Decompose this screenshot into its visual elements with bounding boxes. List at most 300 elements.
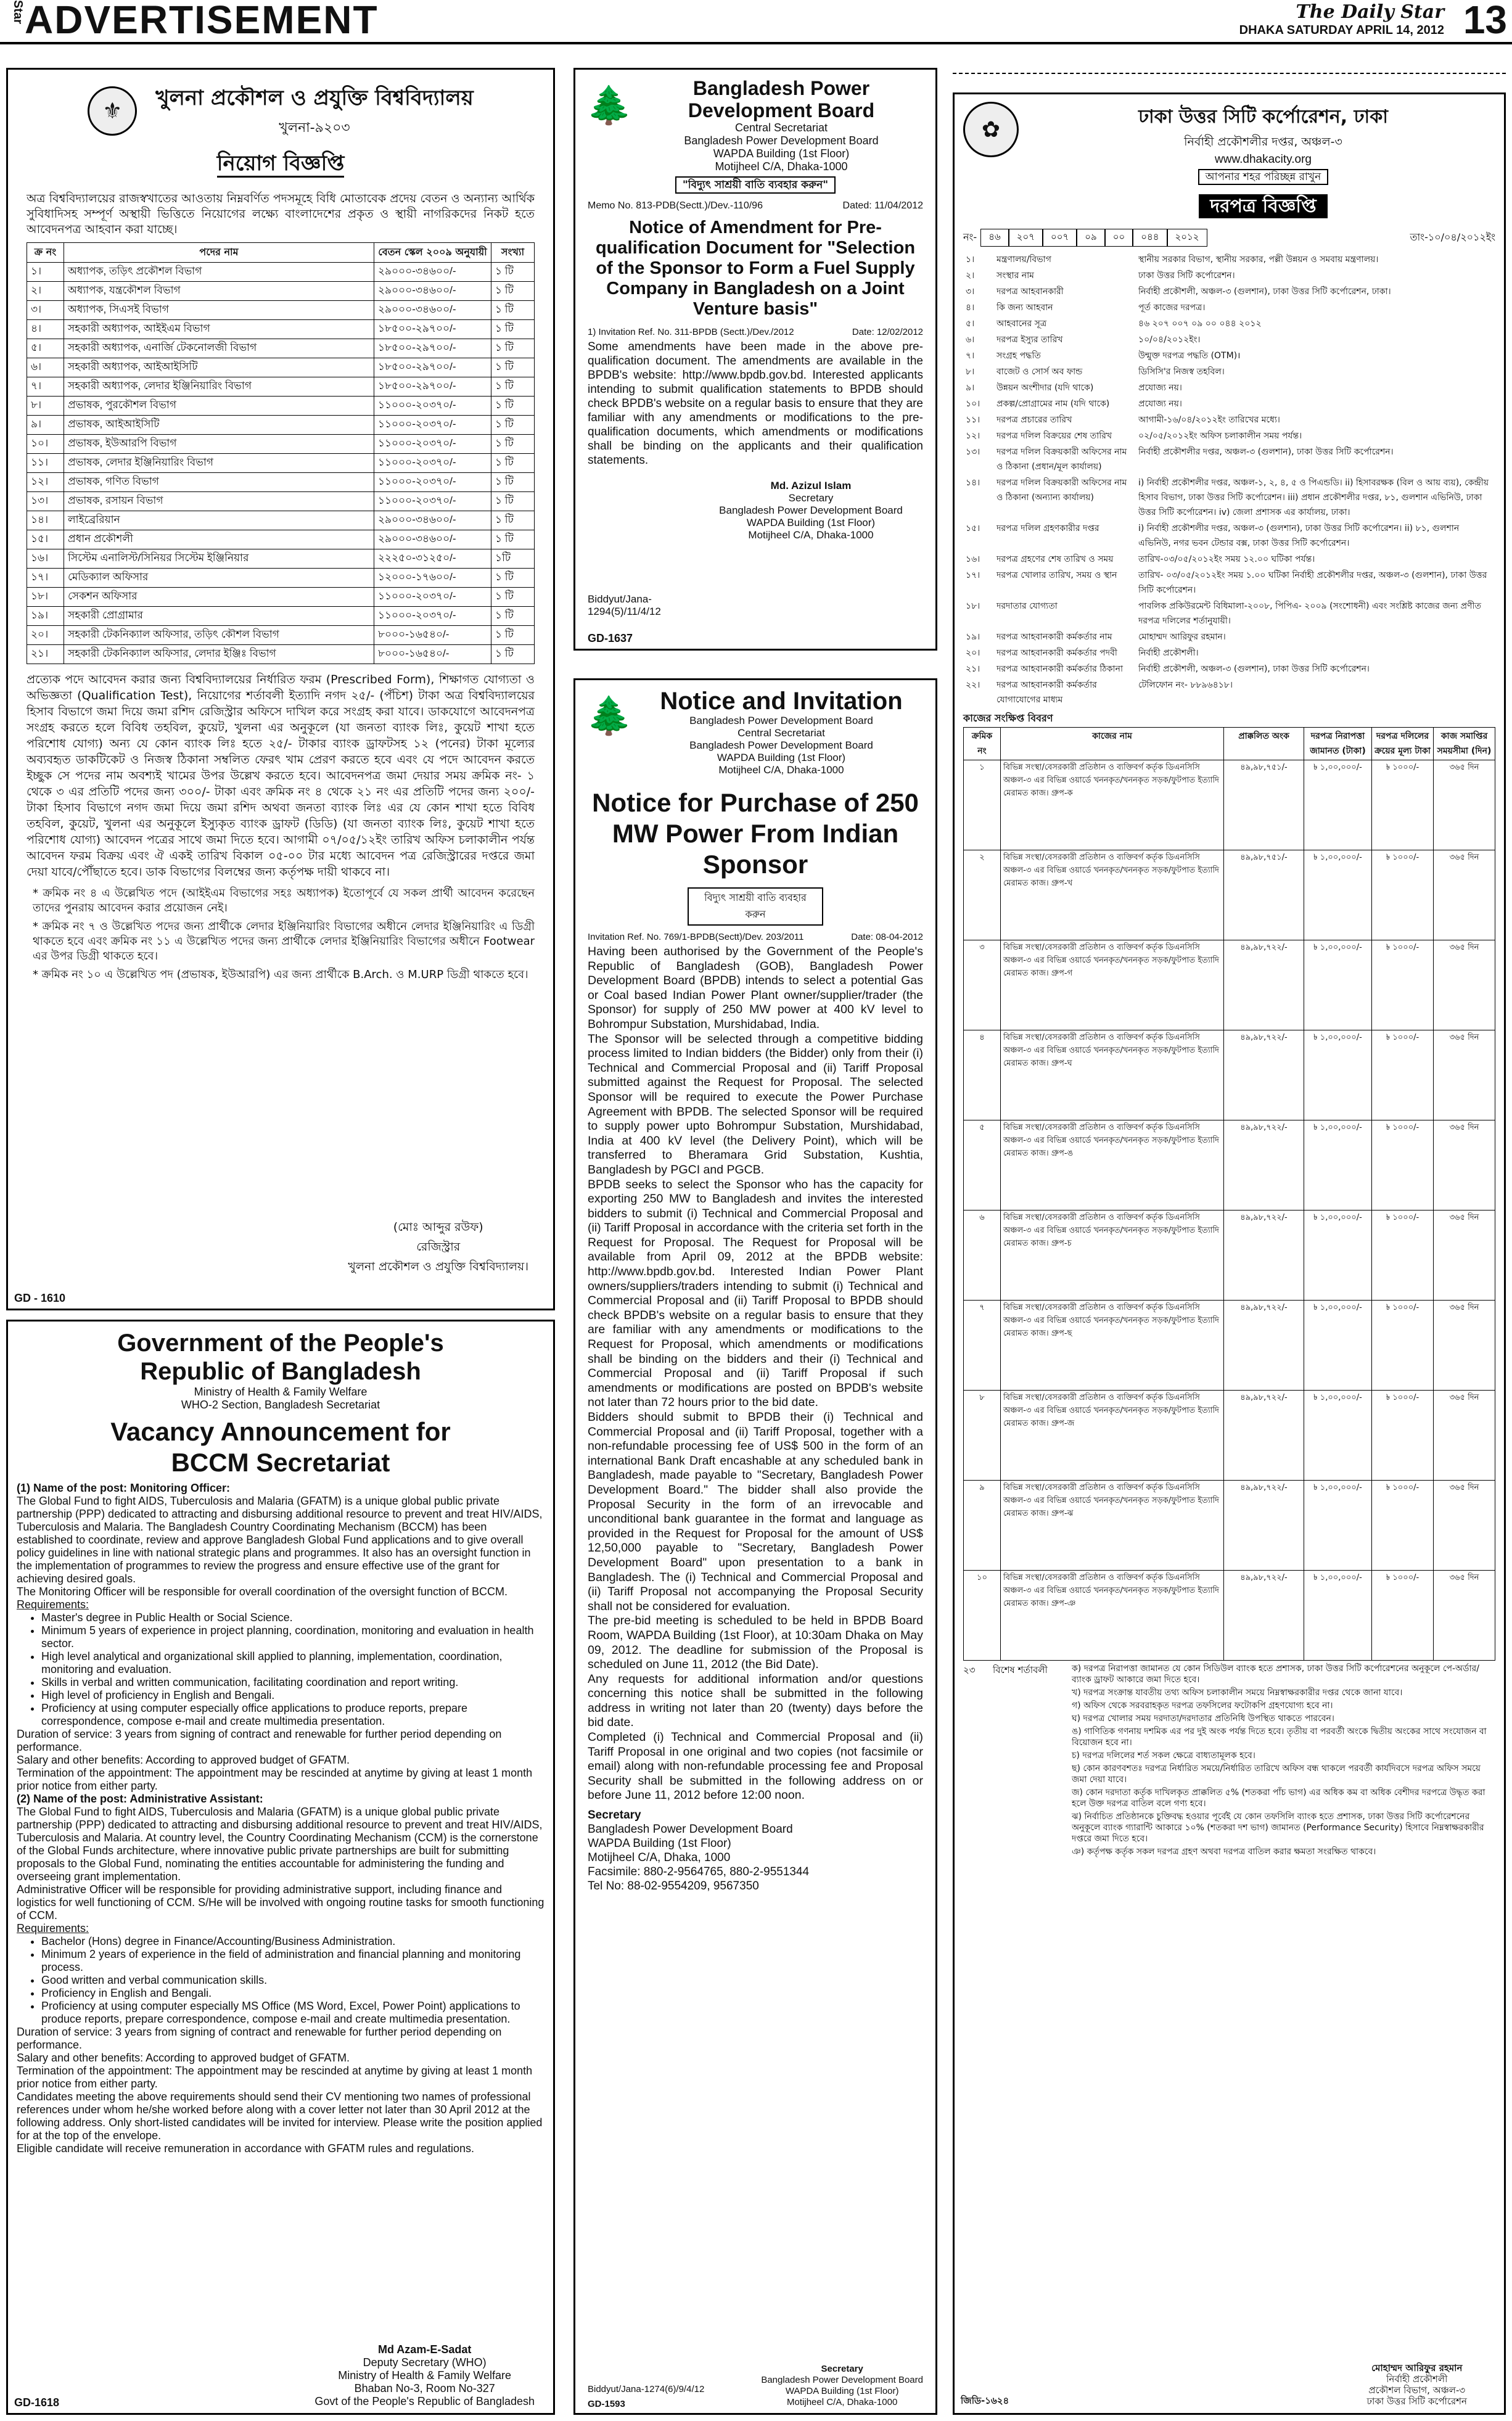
kuet-cell-count: ১ টি	[491, 377, 535, 397]
kuet-cell-count: ১ টি	[491, 358, 535, 377]
dncc-info-value: উন্মুক্ত দরপত্র পদ্ধতি (OTM)।	[1138, 351, 1241, 361]
dncc-info-label: আহবানের সূত্র	[996, 319, 1047, 329]
dncc-info-no: ১৯।	[966, 632, 980, 642]
bpdb1-title: Notice of Amendment for Pre-qualification Document for "Selection of the Sponsor to Form a Fuel Supply Company in Bangladesh on a Joint Venture basis"	[595, 218, 916, 319]
kuet-cell-serial: ১২।	[27, 473, 64, 492]
date-line: DHAKA SATURDAY APRIL 14, 2012	[1239, 23, 1444, 37]
dncc-col-duration: কাজ সমাপ্তির সময়সীমা (দিন)	[1434, 728, 1495, 760]
dncc-web: www.dhakacity.org	[1215, 153, 1312, 166]
bpdb2-addr5: Motijheel C/A, Dhaka-1000	[718, 764, 844, 776]
kuet-body: প্রত্যেক পদে আবেদন করার জন্য বিশ্ববিদ্যালয়ের নির্ধারিত ফরম (Prescribed Form), শিক্ষাগত যোগ্যতা ও অভিজ্ঞতা (Qualification Test), নিয়োগের শর্তাবলী ইত্যাদি নগদ ২৫/- (পঁচিশ) টাকা অত্র বিশ্ববিদ্যালয়ের হিসাব বিভাগে জমা দিয়ে জমা রশিদ রেজিস্ট্রার অফিসে দাখিল করে সংগ্রহ করা যাবে। ডাকযোগে আবেদনপত্র সংগ্রহ করতে হলে বিবিধ তহবিল, কুয়েট, খুলনা এর অনুকূলে (যা জনতা ব্যাংক লিঃ, কুয়েট শাখা হতে পরিশোধ যোগ্য) অন্য যে কোন ব্যাংক লিঃ হতে ২৫/- টাকার ব্যাংক ড্রাফটসহ ১২ (পনের) টাকা মূল্যের অব্যবহৃত ডাকটিকেট ও নিজস্ব ঠিকানা সম্বলিত ফেরৎ খাম প্রেরণ করতে হবে এবং যে পদে আবেদন করতে ইচ্ছুক সে পদের নাম অবশ্যই খামের উপর উল্লেখ করতে হবে। আবেদনপত্র জমা দেয়ার সময় ক্রমিক নং- ১ থেকে ৩ এর প্রতিটি পদের জন্য ৩০০/- টাকা এবং ক্রমিক নং ৪ থেকে ২১ নং এর প্রতিটি পদের জন্য ২০০/- টাকা হিসাব বিভাগে নগদ জমা দিয়ে জমা রশিদ অথবা জনতা ব্যাংক লিঃ এর যে কোন শাখা হতে বিবিধ তহবিল, কুয়েট, খুলনা এর অনুকূলে ইস্যুকৃত ব্যাংক ড্রাফট (ডিডি) (যা জনতা ব্যাংক লিঃ, কুয়েট শাখা হতে পরিশোধ যোগ্য) আবেদন পত্রের সাথে জমা দিতে হবে। আগামী ০৭/০৫/১২ইং তারিখ অফিস চলাকালীন পর্যন্ত আবেদন ফরম বিক্রয় এবং ঐ একই তারিখ বিকাল ০৫-০০ টার মধ্যে আবেদন পত্র রেজিস্ট্রারের দপ্তরে জমা দেয়া যাবে/পৌঁছাতে হবে। ডাক বিভাগের বিলম্বের জন্য কর্তৃপক্ষ দায়ী থাকবে না।	[27, 673, 535, 879]
dncc-work-serial: ৯	[964, 1481, 1001, 1571]
kuet-cell-post: সহকারী অধ্যাপক, এনার্জি টেকনোলজী বিভাগ	[64, 339, 374, 358]
dncc-info-value: প্রযোজ্য নয়।	[1138, 383, 1182, 393]
dncc-memo-part: ৪৬	[980, 229, 1009, 247]
dncc-info-no: ৩।	[966, 287, 975, 297]
dncc-info-no: ১০।	[966, 399, 980, 409]
dncc-info-table	[963, 252, 1495, 708]
kuet-cell-serial: ৮।	[27, 397, 64, 416]
gov-post2-requirement: • Proficiency in English and Bengali.	[41, 1987, 544, 2000]
dncc-work-name: বিভিন্ন সংস্থা/বেসরকারী প্রতিষ্ঠান ও ব্যক্তিবর্গ কর্তৃক ডিএনসিসি অঞ্চল-৩ এর বিভিন্ন ওয়ার্ডে খননকৃত/খননকৃত সড়ক/ফুটপাত ইত্যাদি মেরামত কাজ। গ্রুপ-খ	[1001, 850, 1224, 940]
dncc-work-security: ৳ ১,০০,০০০/-	[1304, 760, 1372, 850]
dncc-info-value: নির্বাহী প্রকৌশলীর দপ্তর, অঞ্চল-৩ (গুলশান), ঢাকা উত্তর সিটি কর্পোরেশন।	[1138, 447, 1394, 457]
dncc-work-duration: ৩৬৫ দিন	[1434, 1120, 1495, 1210]
kuet-cell-post: সেকশন অফিসার	[64, 588, 374, 607]
dncc-info-value: স্থানীয় সরকার বিভাগ, স্থানীয় সরকার, পল্লী উন্নয়ন ও সমবায় মন্ত্রণালয়।	[1138, 255, 1379, 265]
bpdb1-addr4: Motijheel C/A, Dhaka-1000	[715, 160, 848, 173]
dncc-info-value: প্রযোজ্য নয়।	[1138, 399, 1182, 409]
dncc-info-value: ১০/০৪/২০১২ইং।	[1138, 335, 1201, 345]
gov-post1-requirement: • Minimum 5 years of experience in project planning, coordination, monitoring and evaluation in health sector.	[41, 1624, 544, 1650]
kuet-cell-post: প্রভাষক, লেদার ইঞ্জিনিয়ারিং বিভাগ	[64, 454, 374, 473]
dncc-work-serial: ৩	[964, 940, 1001, 1030]
dncc-work-price: ৳ ১০০০/-	[1372, 1030, 1434, 1120]
bpdb1-addr2: Bangladesh Power Development Board	[684, 134, 879, 147]
kuet-cell-scale: ৮০০০-১৬৫৪০/-	[374, 645, 491, 664]
dncc-work-security: ৳ ১,০০,০০০/-	[1304, 1120, 1372, 1210]
dncc-info-row	[963, 364, 1495, 380]
kuet-seal-icon: ⚜	[88, 86, 137, 136]
bpdb2-contact2: WAPDA Building (1st Floor)	[588, 1837, 731, 1851]
dncc-info-label: কি জন্য আহবান	[996, 303, 1053, 313]
gov-post2-requirement: • Proficiency at using computer especially MS Office (MS Word, Excel, Power Point) applications to produce reports, prepare correspondence, compose e-mail and create multimedia presentation.	[41, 2000, 544, 2026]
gov-signer: Md Azam-E-Sadat	[377, 2343, 472, 2356]
kuet-table-row	[27, 416, 535, 435]
bpdb2-addr4: WAPDA Building (1st Floor)	[717, 752, 846, 763]
dncc-memo-part: ০৪৪	[1133, 229, 1167, 247]
bpdb2-paragraph: BPDB seeks to select the Sponsor who has the capacity for exporting 250 MW to Bangladesh and invites the interested bidders to submit (i) Technical and Commercial Proposal and (ii) Tariff Proposal in accordance with the criteria set forth in the Request for Proposal. The Request for Proposal will be available from April 09, 2012 at the BPDB website: http://www.bpdb.gov.bd. Interested Indian Power Plant owners/suppliers/traders intending to submit (i) Technical and Commercial Proposal and (ii) Tariff Proposal to BPDB should check BPDB's website on a regular basis to ensure that they are familiar with any amendments or modifications to the Request for Proposal, which amendments or modifications shall be binding on the bidders and their (i) Technical and Commercial Proposal and (ii) Tariff Proposal if such amendments or modifications are posted on BPDB's website not later than 72 hours prior to the bid date.	[588, 1177, 923, 1410]
kuet-cell-post: সহকারী অধ্যাপক, লেদার ইঞ্জিনিয়ারিং বিভাগ	[64, 377, 374, 397]
dncc-top-rule	[953, 73, 1506, 74]
kuet-signer-org: খুলনা প্রকৌশল ও প্রযুক্তি বিশ্ববিদ্যালয়।	[348, 1260, 528, 1273]
gov-title: Government of the People's Republic of Bangladesh	[117, 1330, 444, 1385]
dncc-work-estimate: ৪৯,৯৮,৭২২/-	[1224, 1210, 1304, 1301]
dncc-info-row	[963, 332, 1495, 348]
bpdb2-contact3: Motijheel C/A, Dhaka, 1000	[588, 1851, 731, 1865]
kuet-cell-scale: ২৯০০০-৩৪৬০০/-	[374, 301, 491, 320]
dncc-work-duration: ৩৬৫ দিন	[1434, 1391, 1495, 1481]
dncc-info-label: দরপত্র আহবানকারী কর্মকর্তার নাম	[996, 632, 1112, 642]
dncc-special-term: ছ) কোন কারণবশতঃ দরপত্র নির্ধারিত সময়ে/নির্ধারিত তারিখে অফিস বন্ধ থাকলে পরবর্তী কার্যদিবসে দরপত্র অফিস সময়ে জমা দেয়া যাবে।	[1072, 1764, 1481, 1785]
dncc-info-value: ঢাকা উত্তর সিটি কর্পোরেশন।	[1138, 271, 1235, 281]
gov-post1-requirement: • High level of proficiency in English and Bengali.	[41, 1689, 544, 1702]
kuet-cell-count: ১ টি	[491, 397, 535, 416]
dncc-info-label: সংগ্রহ পদ্ধতি	[996, 351, 1041, 361]
header-rule	[0, 42, 1512, 44]
dncc-info-row	[963, 677, 1495, 708]
dncc-info-label: দরপত্র দলিল বিক্রয়কারী অফিসের নাম ও ঠিকানা (অন্যান্য কার্যালয়)	[996, 478, 1127, 503]
dncc-col-work: কাজের নাম	[1001, 728, 1224, 760]
kuet-signer: (মোঃ আব্দুর রউফ)	[393, 1220, 483, 1234]
dncc-signer-org: ঢাকা উত্তর সিটি কর্পোরেশন	[1366, 2396, 1467, 2407]
dncc-info-value: তারিখ- ০৩/০৫/২০১২ইং সময় ১.০০ ঘটিকা নির্বাহী প্রকৌশলীর দপ্তর, অঞ্চল-৩ (গুলশান), ঢাকা উত্তর সিটি কর্পোরেশন।	[1138, 570, 1487, 595]
kuet-table-row	[27, 626, 535, 645]
dncc-info-label: দরপত্র প্রচারের তারিখ	[996, 415, 1072, 425]
dncc-slogan: আপনার শহর পরিচ্ছন্ন রাখুন	[1198, 169, 1329, 185]
kuet-cell-serial: ২০।	[27, 626, 64, 645]
gov-post2-requirement: • Minimum 2 years of experience in the field of administration and financial planning and monitoring process.	[41, 1948, 544, 1974]
dncc-work-duration: ৩৬৫ দিন	[1434, 1571, 1495, 1661]
dncc-info-row	[963, 629, 1495, 645]
gov-section: WHO-2 Section, Bangladesh Secretariat	[181, 1399, 380, 1411]
kuet-table-row	[27, 282, 535, 301]
dncc-work-security: ৳ ১,০০,০০০/-	[1304, 1481, 1372, 1571]
kuet-cell-post: প্রভাষক, আইআইসিটি	[64, 416, 374, 435]
kuet-cell-count: ১ টি	[491, 607, 535, 626]
kuet-table-row	[27, 454, 535, 473]
dncc-info-label: দরপত্র দলিল গ্রহণকারীর দপ্তর	[996, 524, 1099, 533]
dncc-info-value: নির্বাহী প্রকৌশলী, অঞ্চল-৩ (গুলশান), ঢাকা উত্তর সিটি কর্পোরেশন, ঢাকা।	[1138, 287, 1391, 297]
bpdb1-code1: Biddyut/Jana-	[588, 593, 652, 605]
dncc-work-price: ৳ ১০০০/-	[1372, 1301, 1434, 1391]
dncc-info-value: ০২/০৫/২০১২ইং অফিস চলাকালীন সময় পর্যন্ত।	[1138, 431, 1302, 441]
dncc-work-duration: ৩৬৫ দিন	[1434, 850, 1495, 940]
kuet-table-row	[27, 549, 535, 569]
bpdb1-memo: Memo No. 813-PDB(Sectt.)/Dev.-110/96	[588, 200, 763, 211]
kuet-col-count: সংখ্যা	[491, 243, 535, 263]
dncc-works-table	[963, 727, 1495, 1661]
dncc-info-label: দরপত্র আহবানকারী কর্মকর্তার ঠিকানা	[996, 664, 1124, 674]
dncc-work-serial: ৪	[964, 1030, 1001, 1120]
dncc-info-label: দরপত্র আহবানকারী কর্মকর্তার পদবী	[996, 648, 1117, 658]
dncc-info-label: দরপত্র খোলার তারিখ, সময় ও স্থান	[996, 570, 1117, 580]
gov-signer-addr: Bhaban No-3, Room No-327	[354, 2382, 495, 2394]
dncc-info-no: ২১।	[966, 664, 980, 674]
dncc-info-label: দরপত্র গ্রহণের শেষ তারিখ ও সময়	[996, 554, 1114, 564]
bpdb1-gd-code: GD-1637	[588, 632, 633, 644]
gov-gd-code: GD-1618	[14, 2396, 60, 2409]
gov-post1-body: The Global Fund to fight AIDS, Tuberculosis and Malaria (GFATM) is a unique global public private partnership (PPP) dedicated to attracting and disbursing additional resource to prevent and treat HIV/AIDS, Tuberculosis and Malaria. The Bangladesh Country Coordinating Mechanism (BCCM) has been established to coordinate, review and approve Bangladesh Global Fund applications and to give overall policy guidelines in line with national strategic plans and programmes. It also has an oversight function in the implementation of programmes to review the progress and ensure effective use of the grant for achieving desired goals.	[17, 1495, 543, 1585]
dncc-info-value: টেলিফোন নং- ৮৮৯৬৪১৮।	[1138, 680, 1233, 690]
bpdb2-paragraph: Any requests for additional information and/or questions concerning this notice shall be submitted in the following address in writing not later than 20 (twenty) days before the bid date.	[588, 1672, 923, 1730]
kuet-cell-count: ১ টি	[491, 511, 535, 530]
gov-signer-gov: Govt of the People's Republic of Bangladesh	[314, 2395, 535, 2407]
kuet-cell-scale: ১১০০০-২০৩৭০/-	[374, 492, 491, 511]
dncc-info-label: দরদাতার যোগ্যতা	[996, 601, 1058, 611]
kuet-table-row	[27, 473, 535, 492]
dncc-signer: মোহাম্মদ আরিফুর রহমান	[1371, 2362, 1463, 2374]
dncc-seal-icon: ✿	[963, 102, 1019, 157]
gov-closing: Candidates meeting the above requirements should send their CV mentioning two names of professional references under whom he/she worked before along with a cover letter not later than 30 April 2012 at the following address. Only short-listed candidates will be invited for interview. Please write the position applied for at the top of the envelope.	[17, 2090, 543, 2142]
kuet-ad	[6, 68, 555, 1310]
dncc-work-serial: ১০	[964, 1571, 1001, 1661]
dncc-info-no: ৪।	[966, 303, 975, 313]
dncc-work-estimate: ৪৯,৯৮,৭২২/-	[1224, 940, 1304, 1030]
kuet-table-header	[27, 243, 535, 263]
bpdb-amendment-ad	[573, 68, 937, 651]
dncc-special-term: গ) অফিস থেকে সরবরাহকৃত দরপত্র তফসিলের ফটোকপি গ্রহণযোগ্য হবে না।	[1072, 1701, 1333, 1711]
dncc-info-no: ২০।	[966, 648, 980, 658]
dncc-work-row	[964, 940, 1495, 1030]
dncc-info-row	[963, 598, 1495, 629]
dncc-info-label: দরপত্র দলিল বিক্রয়কারী অফিসের নাম ও ঠিকানা (প্রধান/মূল কার্যালয়)	[996, 447, 1127, 472]
bpdb2-paragraph: The pre-bid meeting is scheduled to be held in BPDB Board Room, WAPDA Building (1st Floor), at 10:30am Dhaka on May 09, 2012. The deadline for submission of the Proposal is scheduled on June 11, 2012 (the Bid Date).	[588, 1614, 923, 1672]
kuet-cell-serial: ৩।	[27, 301, 64, 320]
dncc-info-no: ৮।	[966, 367, 975, 377]
dncc-work-serial: ৭	[964, 1301, 1001, 1391]
bpdb-invitation-ad	[573, 678, 937, 2415]
bpdb2-signer: Secretary	[821, 2364, 863, 2374]
dncc-info-row	[963, 444, 1495, 475]
dncc-work-security: ৳ ১,০০,০০০/-	[1304, 850, 1372, 940]
bpdb2-paragraph: Completed (i) Technical and Commercial Proposal and (ii) Tariff Proposal in one original and two copies (not facsimile or email) along with non-refundable processing fee and Proposal Security shall be submitted in the following address on or before June 11, 2012 before 12:00 noon.	[588, 1730, 923, 1802]
dncc-info-row	[963, 412, 1495, 428]
dncc-tender-ad	[953, 92, 1506, 2415]
dncc-work-duration: ৩৬৫ দিন	[1434, 1210, 1495, 1301]
dncc-work-security: ৳ ১,০০,০০০/-	[1304, 1301, 1372, 1391]
dncc-info-label: দরপত্র আহবানকারী	[996, 287, 1064, 297]
dncc-info-row	[963, 252, 1495, 268]
kuet-cell-serial: ১৫।	[27, 530, 64, 549]
kuet-cell-count: ১ টি	[491, 454, 535, 473]
gov-post2-salary: Salary and other benefits: According to approved budget of GFATM.	[17, 2052, 350, 2064]
dncc-info-value: নির্বাহী প্রকৌশলী, অঞ্চল-৩ (গুলশান), ঢাকা উত্তর সিটি কর্পোরেশন।	[1138, 664, 1370, 674]
dncc-info-row	[963, 348, 1495, 364]
dncc-special-no: ২৩	[963, 1664, 976, 1675]
kuet-cell-count: ১ টি	[491, 473, 535, 492]
dncc-memo-label: নং-	[963, 231, 977, 243]
dncc-info-value: তারিখ-০৩/০৫/২০১২ইং সময় ১২.০০ ঘটিকা পর্যন্ত।	[1138, 554, 1315, 564]
gov-headline: Vacancy Announcement for BCCM Secretariat	[110, 1417, 451, 1477]
dncc-work-duration: ৩৬৫ দিন	[1434, 1481, 1495, 1571]
kuet-cell-count: ১ টি	[491, 301, 535, 320]
dncc-special-term: খ) দরপত্র সংক্রান্ত যাবতীয় তথ্য অফিস চলাকালীন সময়ে নিম্নস্বাক্ষরকারীর দপ্তর থেকে জানা যাবে।	[1072, 1688, 1403, 1698]
section-title: ADVERTISEMENT	[25, 0, 379, 42]
dncc-info-label: উন্নয়ন অংশীদার (যদি থাকে)	[996, 383, 1094, 393]
kuet-cell-post: প্রভাষক, ইউআরপি বিভাগ	[64, 435, 374, 454]
dncc-info-label: মন্ত্রণালয়/বিভাগ	[996, 255, 1051, 265]
dncc-work-estimate: ৪৯,৯৮,৭৫১/-	[1224, 760, 1304, 850]
gov-eligible: Eligible candidate will receive remuneration in accordance with GFATM rules and regulations.	[17, 2142, 475, 2155]
dncc-memo-part: ০০৭	[1043, 229, 1077, 247]
kuet-cell-count: ১ টি	[491, 492, 535, 511]
bpdb2-signer-org: Bangladesh Power Development Board	[761, 2375, 923, 2385]
dncc-work-duration: ৩৬৫ দিন	[1434, 1301, 1495, 1391]
dncc-special-term: ঘ) দরপত্র খোলার সময় দরদাতা/দরদাতার প্রতিনিধি উপস্থিত থাকতে পারবেন।	[1072, 1714, 1334, 1724]
dncc-info-value: ডিসিসি'র নিজস্ব তহবিল।	[1138, 367, 1225, 377]
kuet-col-post: পদের নাম	[64, 243, 374, 263]
kuet-cell-count: ১ টি	[491, 645, 535, 664]
paper-name: The Daily Star	[1296, 1, 1444, 23]
gov-post2-req-label: Requirements:	[17, 1922, 89, 1934]
kuet-cell-post: অধ্যাপক, তড়িৎ প্রকৌশল বিভাগ	[64, 263, 374, 282]
gov-post1-requirement: • Skills in verbal and written communication, facilitating coordination and report writing.	[41, 1676, 544, 1689]
kuet-cell-scale: ১২০০০-১৭৬০০/-	[374, 569, 491, 588]
kuet-cell-scale: ২৯০০০-৩৪৬০০/-	[374, 530, 491, 549]
gov-post1-requirement: • Proficiency at using computer especially office applications to produce reports, prepare correspondence, compose e-mail and create multimedia presentation.	[41, 1702, 544, 1728]
dncc-work-duration: ৩৬৫ দিন	[1434, 1030, 1495, 1120]
dncc-work-serial: ৬	[964, 1210, 1001, 1301]
dncc-info-no: ৭।	[966, 351, 975, 361]
bpdb2-paragraph: Bidders should submit to BPDB their (i) Technical and Commercial Proposal and (ii) Tariff Proposal, together with a non-refundable processing fee of US$ 500 in the form of an international Bank Draft encashable at any scheduled bank in Bangladesh, made payable to "Secretary, Bangladesh Power Development Board." The bidder shall also provide the Proposal Security in the form of an irrevocable and unconditional bank guarantee in the format and language as provided in the Request for Proposal for the amount of US$ 12,50,000 payable to "Secretary, Bangladesh Power Development Board" upon presentation to a bank in Bangladesh. The (i) Technical and Commercial Proposal and (ii) Tariff Proposal not accompanying the Proposal Security shall not be considered for evaluation.	[588, 1410, 923, 1613]
dncc-info-no: ১১।	[966, 415, 980, 425]
bpdb2-slogan: বিদ্যুৎ সাশ্রয়ী বাতি ব্যবহার করুন	[688, 887, 823, 926]
dncc-work-estimate: ৪৯,৯৮,৭২২/-	[1224, 1571, 1304, 1661]
kuet-table-row	[27, 301, 535, 320]
dncc-info-no: ২।	[966, 271, 975, 281]
dncc-info-value: মোহাম্মদ আরিফুর রহমান।	[1138, 632, 1226, 642]
kuet-table-row	[27, 358, 535, 377]
dncc-work-estimate: ৪৯,৯৮,৭২২/-	[1224, 1030, 1304, 1120]
gov-post2-requirement: • Bachelor (Hons) degree in Finance/Accounting/Business Administration.	[41, 1935, 544, 1948]
kuet-cell-post: সহকারী টেকনিক্যাল অফিসার, লেদার ইঞ্জিঃ বিভাগ	[64, 645, 374, 664]
kuet-table-row	[27, 435, 535, 454]
kuet-cell-serial: ৫।	[27, 339, 64, 358]
kuet-gd-code: GD - 1610	[14, 1292, 66, 1304]
gov-post2-body: The Global Fund to fight AIDS, Tuberculosis and Malaria (GFATM) is a unique global public private partnership (PPP) dedicated to attracting and disbursing additional resource to prevent and treat HIV/AIDS, Tuberculosis and Malaria. At country level, the Country Coordinating Mechanism (CCM) is the cornerstone of the Global Funds architecture, where innovative public private partnerships are built for submitting proposals to the Global Fund, nominating the entities accountable for administering the funding and overseeing grant implementation.	[17, 1806, 543, 1883]
kuet-cell-post: প্রভাষক, রসায়ন বিভাগ	[64, 492, 374, 511]
kuet-cell-serial: ১৮।	[27, 588, 64, 607]
dncc-work-price: ৳ ১০০০/-	[1372, 940, 1434, 1030]
dncc-work-price: ৳ ১০০০/-	[1372, 850, 1434, 940]
gov-signer-title: Deputy Secretary (WHO)	[363, 2356, 487, 2369]
dncc-info-no: ১৫।	[966, 524, 980, 533]
dncc-work-estimate: ৪৯,৯৮,৭২২/-	[1224, 1120, 1304, 1210]
bpdb2-addr2: Central Secretariat	[738, 727, 825, 739]
dncc-info-row	[963, 380, 1495, 396]
gov-post1-role: The Monitoring Officer will be responsible for overall coordination of the oversight function of BCCM.	[17, 1585, 508, 1598]
dncc-memo-part: ২০১২	[1167, 229, 1207, 247]
bpdb2-paragraph: The Sponsor will be selected through a competitive bidding process limited to Indian bidders (the Bidder) only from their (i) Technical and Commercial Proposal and (ii) Tariff Proposal submitted against the Request for Proposal. The selected Sponsor will be required to execute the Power Purchase Agreement with BPDB. The selected Sponsor will be required to supply power upto Bohrompur Substation, Murshidabad, India at 400 kV level (the Delivery Point), which will be transferred to Bheramara Grid Substation, Kushtia, Bangladesh by PGCI and PGCB.	[588, 1032, 923, 1177]
dncc-work-estimate: ৪৯,৯৮,৭৫১/-	[1224, 850, 1304, 940]
dncc-memo-part: ০৯	[1077, 229, 1105, 247]
dncc-info-no: ৫।	[966, 319, 975, 329]
dncc-special-term: ক) দরপত্র নিরাপত্তা জামানত যে কোন সিডিউল ব্যাংক হতে প্রশাসক, ঢাকা উত্তর সিটি কর্পোরেশনের অনুকূলে পে-অর্ডার/ব্যাংক ড্রাফট আকারে জমা দিতে হবে।	[1072, 1664, 1479, 1685]
kuet-cell-serial: ৪।	[27, 320, 64, 339]
bpdb2-date: Date: 08-04-2012	[851, 932, 923, 942]
bpdb2-addr3: Bangladesh Power Development Board	[689, 739, 873, 751]
dncc-work-row	[964, 1481, 1495, 1571]
dncc-info-row	[963, 316, 1495, 332]
dncc-works-header	[964, 728, 1495, 760]
dncc-info-label: বাজেট ও সোর্স অব ফান্ড	[996, 367, 1083, 377]
kuet-cell-serial: ১৭।	[27, 569, 64, 588]
dncc-memo-date: তাং-১০/০৪/২০১২ইং	[1410, 231, 1495, 243]
bpdb1-signer-addr1: WAPDA Building (1st Floor)	[746, 517, 876, 528]
bpdb1-ref-date: Date: 12/02/2012	[852, 327, 923, 337]
dncc-work-name: বিভিন্ন সংস্থা/বেসরকারী প্রতিষ্ঠান ও ব্যক্তিবর্গ কর্তৃক ডিএনসিসি অঞ্চল-৩ এর বিভিন্ন ওয়ার্ডে খননকৃত/খননকৃত সড়ক/ফুটপাত ইত্যাদি মেরামত কাজ। গ্রুপ-গ	[1001, 940, 1224, 1030]
kuet-cell-post: মেডিক্যাল অফিসার	[64, 569, 374, 588]
kuet-cell-scale: ১১০০০-২০৩৭০/-	[374, 435, 491, 454]
dncc-info-row	[963, 520, 1495, 551]
kuet-cell-count: ১ টি	[491, 320, 535, 339]
kuet-cell-serial: ৭।	[27, 377, 64, 397]
dncc-work-name: বিভিন্ন সংস্থা/বেসরকারী প্রতিষ্ঠান ও ব্যক্তিবর্গ কর্তৃক ডিএনসিসি অঞ্চল-৩ এর বিভিন্ন ওয়ার্ডে খননকৃত/খননকৃত সড়ক/ফুটপাত ইত্যাদি মেরামত কাজ। গ্রুপ-ছ	[1001, 1301, 1224, 1391]
dncc-title: দরপত্র বিজ্ঞপ্তি	[1199, 194, 1327, 218]
kuet-table-row	[27, 645, 535, 664]
dncc-info-no: ১৭।	[966, 570, 980, 580]
bpdb1-code2: 1294(5)/11/4/12	[588, 606, 661, 617]
bpdb2-code: Biddyut/Jana-1274(6)/9/4/12	[588, 2384, 705, 2394]
dncc-info-value: i) নির্বাহী প্রকৌশলীর দপ্তর, অঞ্চল-১, ২, ৪, ৫ ও পিএন্ডডি। ii) হিসাবরক্ষক (বিল ও আয় ব্যয়), কেন্দ্রীয় হিসাব বিভাগ, ঢাকা উত্তর সিটি কর্পোরেশন। iii) প্রধান প্রকৌশলীর দপ্তর, ৮১, গুলশান এভিনিউ, ঢাকা উত্তর সিটি কর্পোরেশন। iv) জেলা প্রশাসক এর কার্যালয়, ঢাকা।	[1138, 478, 1489, 517]
kuet-cell-serial: ১।	[27, 263, 64, 282]
kuet-table-row	[27, 530, 535, 549]
dncc-info-row	[963, 284, 1495, 300]
kuet-cell-scale: ১১০০০-২০৩৭০/-	[374, 607, 491, 626]
kuet-cell-post: সহকারী অধ্যাপক, আইইএম বিভাগ	[64, 320, 374, 339]
kuet-note: * ক্রমিক নং ১০ এ উল্লেখিত পদ (প্রভাষক, ইউআরপি) এর জন্য প্রার্থীকে B.Arch. ও M.URP ডিগ্রী থাকতে হবে।	[33, 968, 528, 981]
dncc-special-term: জ) কোন দরদাতা কর্তৃক দাখিলকৃত প্রাক্কলিত ৫% (শতকরা পাঁচ ভাগ) এর অধিক কম বা অধিক বেশীদর দরপত্রে উদ্ধৃত করা হলে উক্ত দরপত্র বাতিল বলে গণ্য হবে।	[1072, 1788, 1485, 1809]
kuet-cell-count: ১ টি	[491, 339, 535, 358]
kuet-cell-scale: ১৮৫০০-২৯৭০০/-	[374, 320, 491, 339]
gov-post1-head: (1) Name of the post: Monitoring Officer:	[17, 1482, 230, 1494]
kuet-cell-serial: ১৬।	[27, 549, 64, 569]
dncc-work-serial: ১	[964, 760, 1001, 850]
dncc-signer-dept: প্রকৌশল বিভাগ, অঞ্চল-৩	[1368, 2385, 1466, 2396]
bpdb2-logo-icon: 🌲	[586, 694, 633, 736]
dncc-info-no: ১৪।	[966, 478, 980, 488]
dncc-info-no: ১৬।	[966, 554, 980, 564]
dncc-info-no: ১২।	[966, 431, 980, 441]
dncc-info-no: ৯।	[966, 383, 975, 393]
kuet-cell-count: ১ টি	[491, 282, 535, 301]
bpdb2-title: Notice and Invitation	[660, 688, 903, 715]
kuet-cell-scale: ২৯০০০-৩৪৬০০/-	[374, 263, 491, 282]
kuet-cell-scale: ২২২৫০-৩১২৫০/-	[374, 549, 491, 569]
kuet-cell-count: ১ টি	[491, 569, 535, 588]
bpdb2-contact-title: Secretary	[588, 1809, 641, 1822]
kuet-cell-serial: ১৯।	[27, 607, 64, 626]
kuet-table-row	[27, 397, 535, 416]
kuet-cell-serial: ২১।	[27, 645, 64, 664]
dncc-work-price: ৳ ১০০০/-	[1372, 1571, 1434, 1661]
dncc-info-row	[963, 268, 1495, 284]
dncc-special-term: ঙ) গাণিতিক গণনায় দশমিক এর পর দুই অংক পর্যন্ত দিতে হবে। তৃতীয় বা পরবর্তী অংকে দ্বিতীয় অংকের সাথে সংযোজন বা বিয়োজন হবে না।	[1072, 1727, 1487, 1748]
dncc-work-estimate: ৪৯,৯৮,৭২২/-	[1224, 1481, 1304, 1571]
kuet-cell-scale: ১৮৫০০-২৯৭০০/-	[374, 358, 491, 377]
dncc-gd-code: জিডি-১৬২৪	[961, 2395, 1009, 2406]
kuet-intro: অত্র বিশ্ববিদ্যালয়ের রাজস্বখাতের আওতায় নিম্নবর্ণিত পদসমূহে বিধি মোতাবেক প্রদেয় বেতন ও অন্যান্য আর্থিক সুবিধাদিসহ সম্পূর্ণ অস্থায়ী ভিত্তিতে নিয়োগের লক্ষ্যে বাংলাদেশের প্রকৃত ও স্থায়ী নাগরিকদের নিকট হতে আবেদনপত্র আহবান করা যাচ্ছে।	[27, 192, 535, 236]
gov-post2-head: (2) Name of the post: Administrative Assistant:	[17, 1793, 263, 1805]
kuet-cell-count: ১ টি	[491, 530, 535, 549]
gov-post1-requirement: • Master's degree in Public Health or Social Science.	[41, 1611, 544, 1624]
bpdb1-slogan: "বিদ্যুৎ সাশ্রয়ী বাতি ব্যবহার করুন"	[675, 176, 836, 194]
bpdb2-contact1: Bangladesh Power Development Board	[588, 1823, 793, 1836]
dncc-info-no: ১৮।	[966, 601, 980, 611]
bpdb2-ref: Invitation Ref. No. 769/1-BPDB(Sectt)/Dev. 203/2011	[588, 932, 804, 942]
dncc-work-estimate: ৪৯,৯৮,৭২২/-	[1224, 1301, 1304, 1391]
kuet-cell-count: ১ টি	[491, 626, 535, 645]
dncc-info-label: দরপত্র আহবানকারী কর্মকর্তার যোগাযোগের মাধ্যম	[996, 680, 1097, 705]
bpdb1-addr1: Central Secretariat	[734, 121, 828, 134]
kuet-cell-post: অধ্যাপক, যন্ত্রকৌশল বিভাগ	[64, 282, 374, 301]
dncc-info-row	[963, 661, 1495, 677]
dncc-signer-title: নির্বাহী প্রকৌশলী	[1386, 2374, 1448, 2385]
bpdb2-paragraph: Having been authorised by the Government of the People's Republic of Bangladesh (GOB), Bangladesh Power Development Board (BPDB) intends to select a potential Gas or Coal based Indian Power Plant owner/supplier/trader (the Sponsor) for supply of 250 MW power at 400 kV level to Bohrompur Substation, Murshidabad, India.	[588, 945, 923, 1031]
dncc-work-row	[964, 1391, 1495, 1481]
dncc-info-label: সংস্থার নাম	[996, 271, 1034, 281]
bpdb2-gd-code: GD-1593	[588, 2399, 625, 2409]
gov-post2-requirement: • Good written and verbal communication skills.	[41, 1974, 544, 1987]
dncc-info-value: i) নির্বাহী প্রকৌশলীর দপ্তর, অঞ্চল-৩ (গুলশান), ঢাকা উত্তর সিটি কর্পোরেশন। ii) ৮১, গুলশান এভিনিউ, নগর ভবন টেন্ডার বক্স, ঢাকা উত্তর সিটি কর্পোরেশন।	[1138, 524, 1460, 548]
dncc-work-row	[964, 1030, 1495, 1120]
kuet-cell-count: ১ টি	[491, 416, 535, 435]
kuet-cell-serial: ১০।	[27, 435, 64, 454]
gov-post1-salary: Salary and other benefits: According to approved budget of GFATM.	[17, 1754, 350, 1766]
dncc-work-duration: ৩৬৫ দিন	[1434, 940, 1495, 1030]
gov-post1-req-label: Requirements:	[17, 1598, 89, 1611]
dncc-work-name: বিভিন্ন সংস্থা/বেসরকারী প্রতিষ্ঠান ও ব্যক্তিবর্গ কর্তৃক ডিএনসিসি অঞ্চল-৩ এর বিভিন্ন ওয়ার্ডে খননকৃত/খননকৃত সড়ক/ফুটপাত ইত্যাদি মেরামত কাজ। গ্রুপ-জ	[1001, 1391, 1224, 1481]
bpdb2-signer-addr2: Motijheel C/A, Dhaka-1000	[787, 2397, 898, 2407]
gov-ministry: Ministry of Health & Family Welfare	[194, 1386, 368, 1398]
bpdb1-signer-addr2: Motijheel C/A, Dhaka-1000	[748, 529, 874, 541]
dncc-info-row	[963, 645, 1495, 661]
masthead-logo: Star	[11, 0, 25, 24]
kuet-cell-post: সিস্টেম এনালিস্ট/সিনিয়র সিস্টেম ইঞ্জিনিয়ার	[64, 549, 374, 569]
dncc-info-label: দরপত্র ইস্যুর তারিখ	[996, 335, 1063, 345]
gov-post1-termination: Termination of the appointment: The appointment may be rescinded at anytime by giving at least 1 month prior notice from either party.	[17, 1767, 533, 1792]
kuet-cell-scale: ৮০০০-১৬৫৪০/-	[374, 626, 491, 645]
